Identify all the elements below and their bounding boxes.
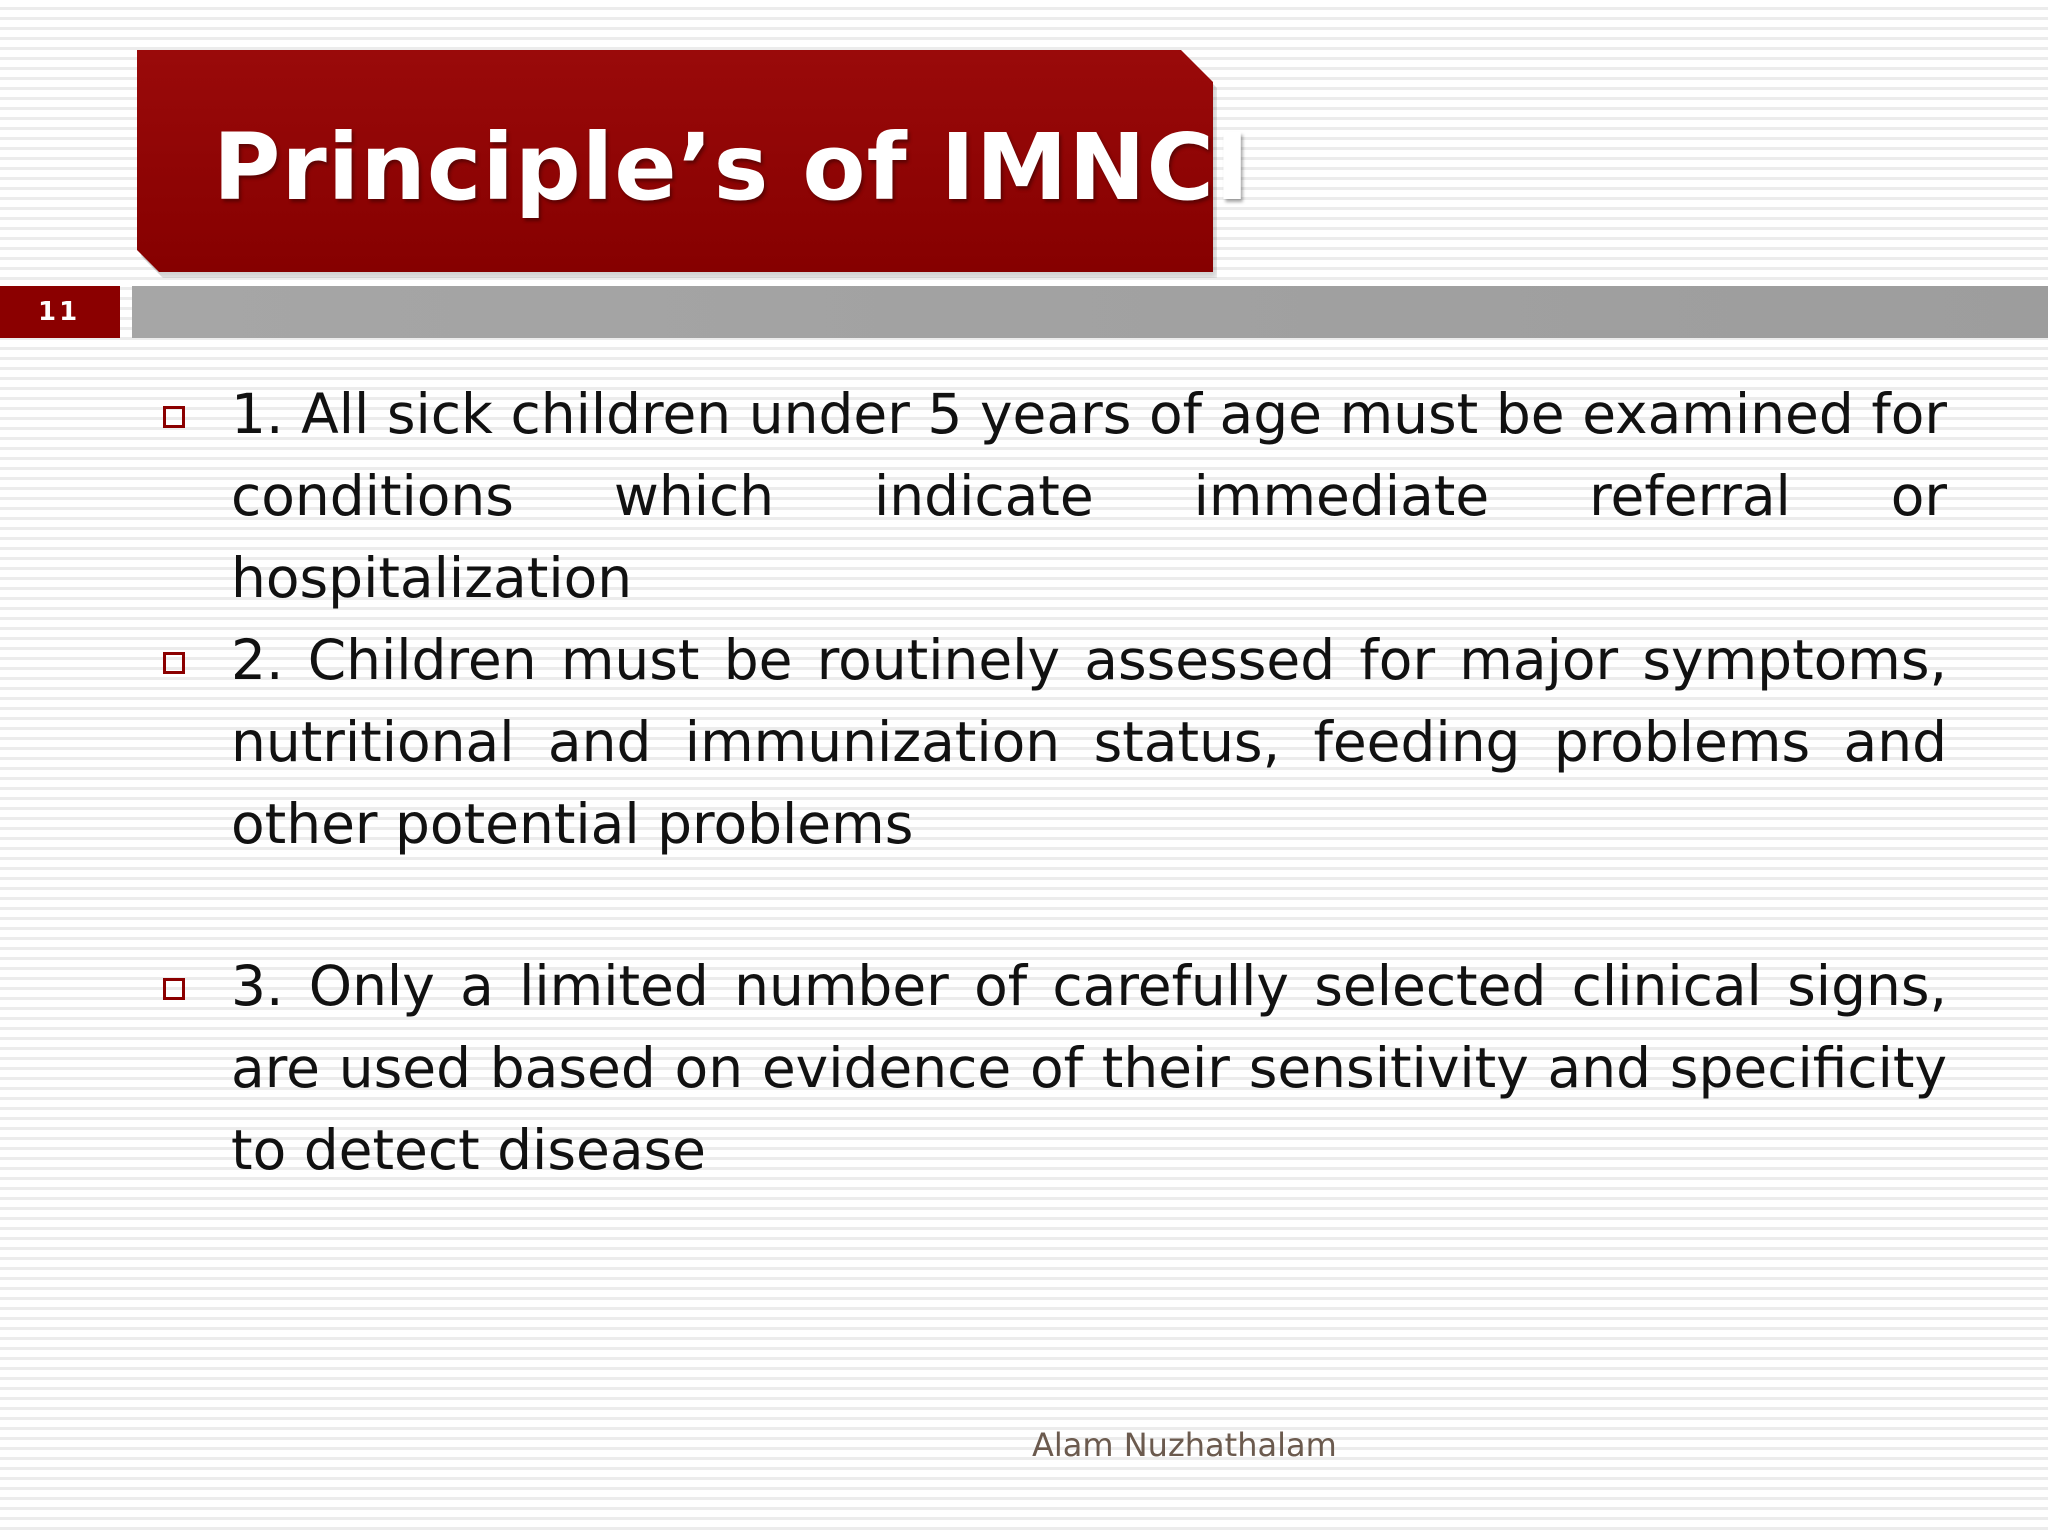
hollow-square-icon	[163, 652, 185, 674]
hollow-square-icon	[163, 978, 185, 1000]
slide-number: 11	[0, 286, 120, 338]
bullet-text: 2. Children must be routinely assessed for major symptoms, nutritional and immunization status, feeding problems and other potential problems	[231, 628, 1947, 856]
bullet-text: 1. All sick children under 5 years of age must be examined for conditions which indicate immediate referral or hospitalization	[231, 382, 1947, 610]
hollow-square-icon	[163, 406, 185, 428]
slide-title: Principle’s of IMNCI	[213, 114, 1251, 221]
footer-author: Alam Nuzhathalam	[1032, 1426, 1337, 1464]
bullet-text: 3. Only a limited number of carefully selected clinical signs, are used based on evidence of their sensitivity and specificity to detect disease	[231, 954, 1947, 1182]
